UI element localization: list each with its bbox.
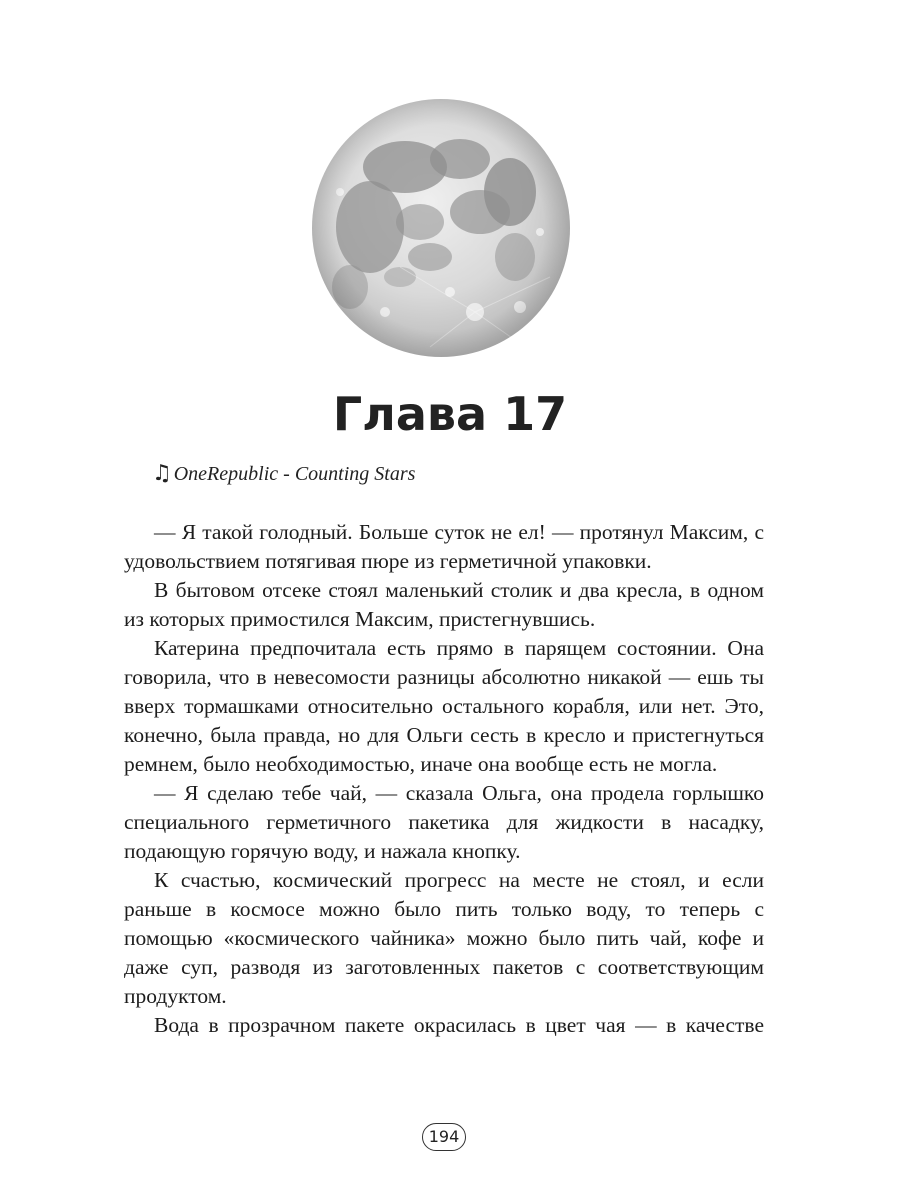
paragraph: — Я сделаю тебе чай, — сказала Ольга, она продела горлышко специального герметичного пакетика для жидкости в насадку, подающую горячую воду, и нажала кнопку. xyxy=(124,781,764,863)
music-note-icon: ♫ xyxy=(152,461,172,486)
moon-illustration xyxy=(310,97,572,359)
song-separator: - xyxy=(278,463,295,485)
paragraph: К счастью, космический прогресс на месте не стоял, и если раньше в космосе можно было пить только воду, то теперь с помощью «космического чайника» можно было пить чай, кофе и даже суп, разводя из заготовленных пакетов с соответствующим продуктом. xyxy=(124,868,764,1008)
page-number: 194 xyxy=(422,1123,466,1151)
song-artist: OneRepublic xyxy=(173,463,279,485)
song-track: Counting Stars xyxy=(294,463,416,485)
song-credit xyxy=(152,460,415,488)
paragraph-last: Вода в прозрачном пакете окрасилась в цвет чая — в качестве xyxy=(154,1013,764,1037)
moon-icon xyxy=(310,97,572,359)
paragraph: — Я такой голодный. Больше суток не ел! — протянул Максим, с удовольствием потягивая пюре из герметичной упаковки. xyxy=(124,520,764,573)
chapter-title: Глава 17 xyxy=(332,387,568,441)
paragraph: В бытовом отсеке стоял маленький столик и два кресла, в одном из которых примостился Максим, пристегнувшись. xyxy=(124,578,764,631)
chapter-text xyxy=(124,518,764,1040)
paragraph: Катерина предпочитала есть прямо в парящем состоянии. Она говорила, что в невесомости разницы абсолютно никакой — ешь ты вверх тормашками относительно остального корабля, или нет. Это, конечно, была правда, но для Ольги сесть в кресло и пристегнуться ремнем, было необходимостью, иначе она вообще есть не могла. xyxy=(124,636,764,776)
